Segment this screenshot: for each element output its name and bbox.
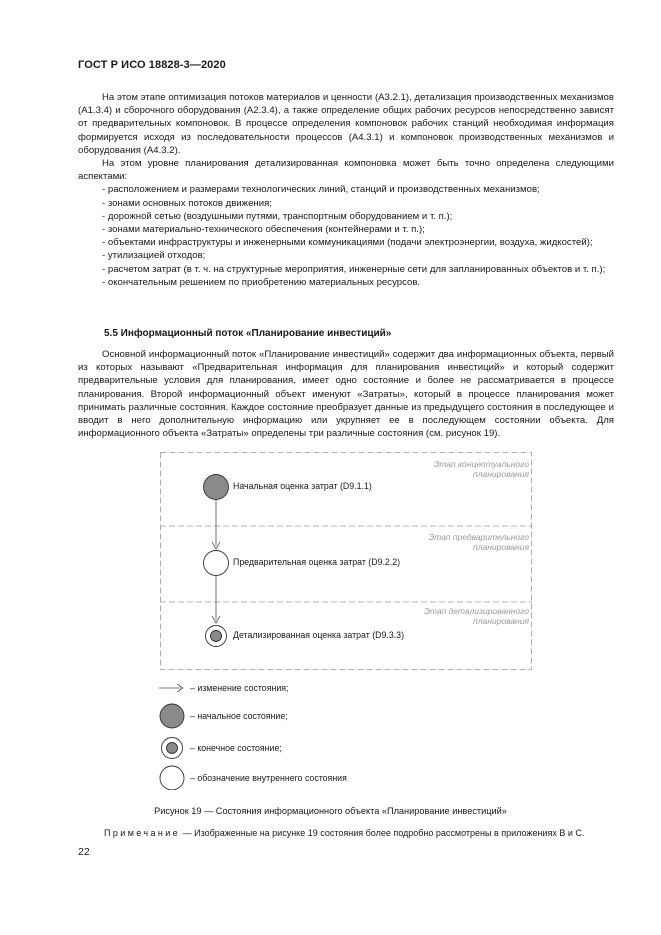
paragraph: Основной информационный поток «Планирование инвестиций» содержит два информационных объекта, первый из которых называют «Предварительная информация для планирования инвестиций» и который содержит предварительные условия для планирования, имеет одно состояние и более не рассматривается в процессе планирования. Второй информационный объект именуют «Затраты», который в процессе планирования может принимать различные состояния. Каждое состояние преобразует данные из предыдущего состояния в последующее и вводит в него дополнительную информацию или укрупняет ее в последующем состоянии объекта. Для информационного объекта «Затраты» определены три различные состояния (см. рисунок 19). (78, 349, 614, 440)
legend-initial: – начальное состояние; (190, 711, 288, 721)
stage-label: Этап предварительного планирования (428, 532, 529, 552)
initial-state-icon (204, 475, 229, 500)
legend-final: – конечное состояние; (190, 743, 282, 753)
list-item: - объектами инфраструктуры и инженерными коммуникациями (подачи электроэнергии, воздуха, жидкостей); (102, 237, 593, 249)
state-label: Предварительная оценка затрат (D9.2.2) (233, 557, 401, 567)
figure-caption: Рисунок 19 — Состояния информационного объекта «Планирование инвестиций» (154, 806, 507, 816)
legend-icons (155, 678, 195, 790)
body-text (78, 91, 614, 289)
list-item: - расчетом затрат (в т. ч. на структурные мероприятия, инженерные сети для запланированных объектов и т. п.); (102, 263, 606, 275)
note (104, 828, 584, 838)
legend-internal: – обозначение внутреннего состояния (190, 773, 347, 783)
list-item: - расположением и размерами технологических линий, станций и производственных механизмов; (102, 184, 540, 196)
note-label: Примечание (104, 828, 181, 838)
note-text: — Изображенные на рисунке 19 состояния более подробно рассмотрены в приложениях В и С. (180, 828, 585, 838)
stage-label: Этап концептуального планирования (433, 459, 529, 479)
state-label: Начальная оценка затрат (D9.1.1) (233, 481, 372, 491)
list-item: - дорожной сетью (воздушными путями, транспортным оборудованием и т. п.); (102, 210, 453, 222)
internal-state-icon (160, 766, 184, 790)
paragraph: На этом уровне планирования детализированная компоновка может быть точно определена следующими аспектами: (78, 158, 614, 183)
list-item: - зонами материально-технического обеспечения (контейнерами и т. п.); (102, 224, 425, 236)
page-number: 22 (78, 846, 90, 858)
final-state-core (167, 743, 178, 754)
list-item: - зонами основных потоков движения; (102, 197, 272, 209)
internal-state-icon (204, 551, 229, 576)
list-item: - утилизацией отходов; (102, 250, 206, 262)
state-diagram (160, 452, 532, 670)
section-body (78, 348, 614, 440)
document-header: ГОСТ Р ИСО 18828-3—2020 (78, 59, 226, 71)
paragraph: На этом этапе оптимизация потоков материалов и ценности (А3.2.1), детализация производственных механизмов (А1.3.4) и сборочного оборудования (А2.3.4), а также определение общих рабочих ресурсов непосредственно зависят от предварительных компоновок. В процессе определения компоновок рабочих станций необходимая информация формируется исходя из последовательности процессов (А4.3.1) и компоновок производственных механизмов и оборудования (А4.3.2). (78, 92, 614, 156)
legend-change: – изменение состояния; (190, 683, 289, 693)
final-state-core (211, 631, 222, 642)
state-label: Детализированная оценка затрат (D9.3.3) (233, 630, 405, 640)
stage-label: Этап детализированного планирования (423, 606, 529, 626)
list-item: - окончательным решением по приобретению материальных ресурсов. (102, 276, 421, 288)
initial-state-icon (160, 704, 184, 728)
section-heading: 5.5 Информационный поток «Планирование инвестиций» (104, 328, 392, 339)
